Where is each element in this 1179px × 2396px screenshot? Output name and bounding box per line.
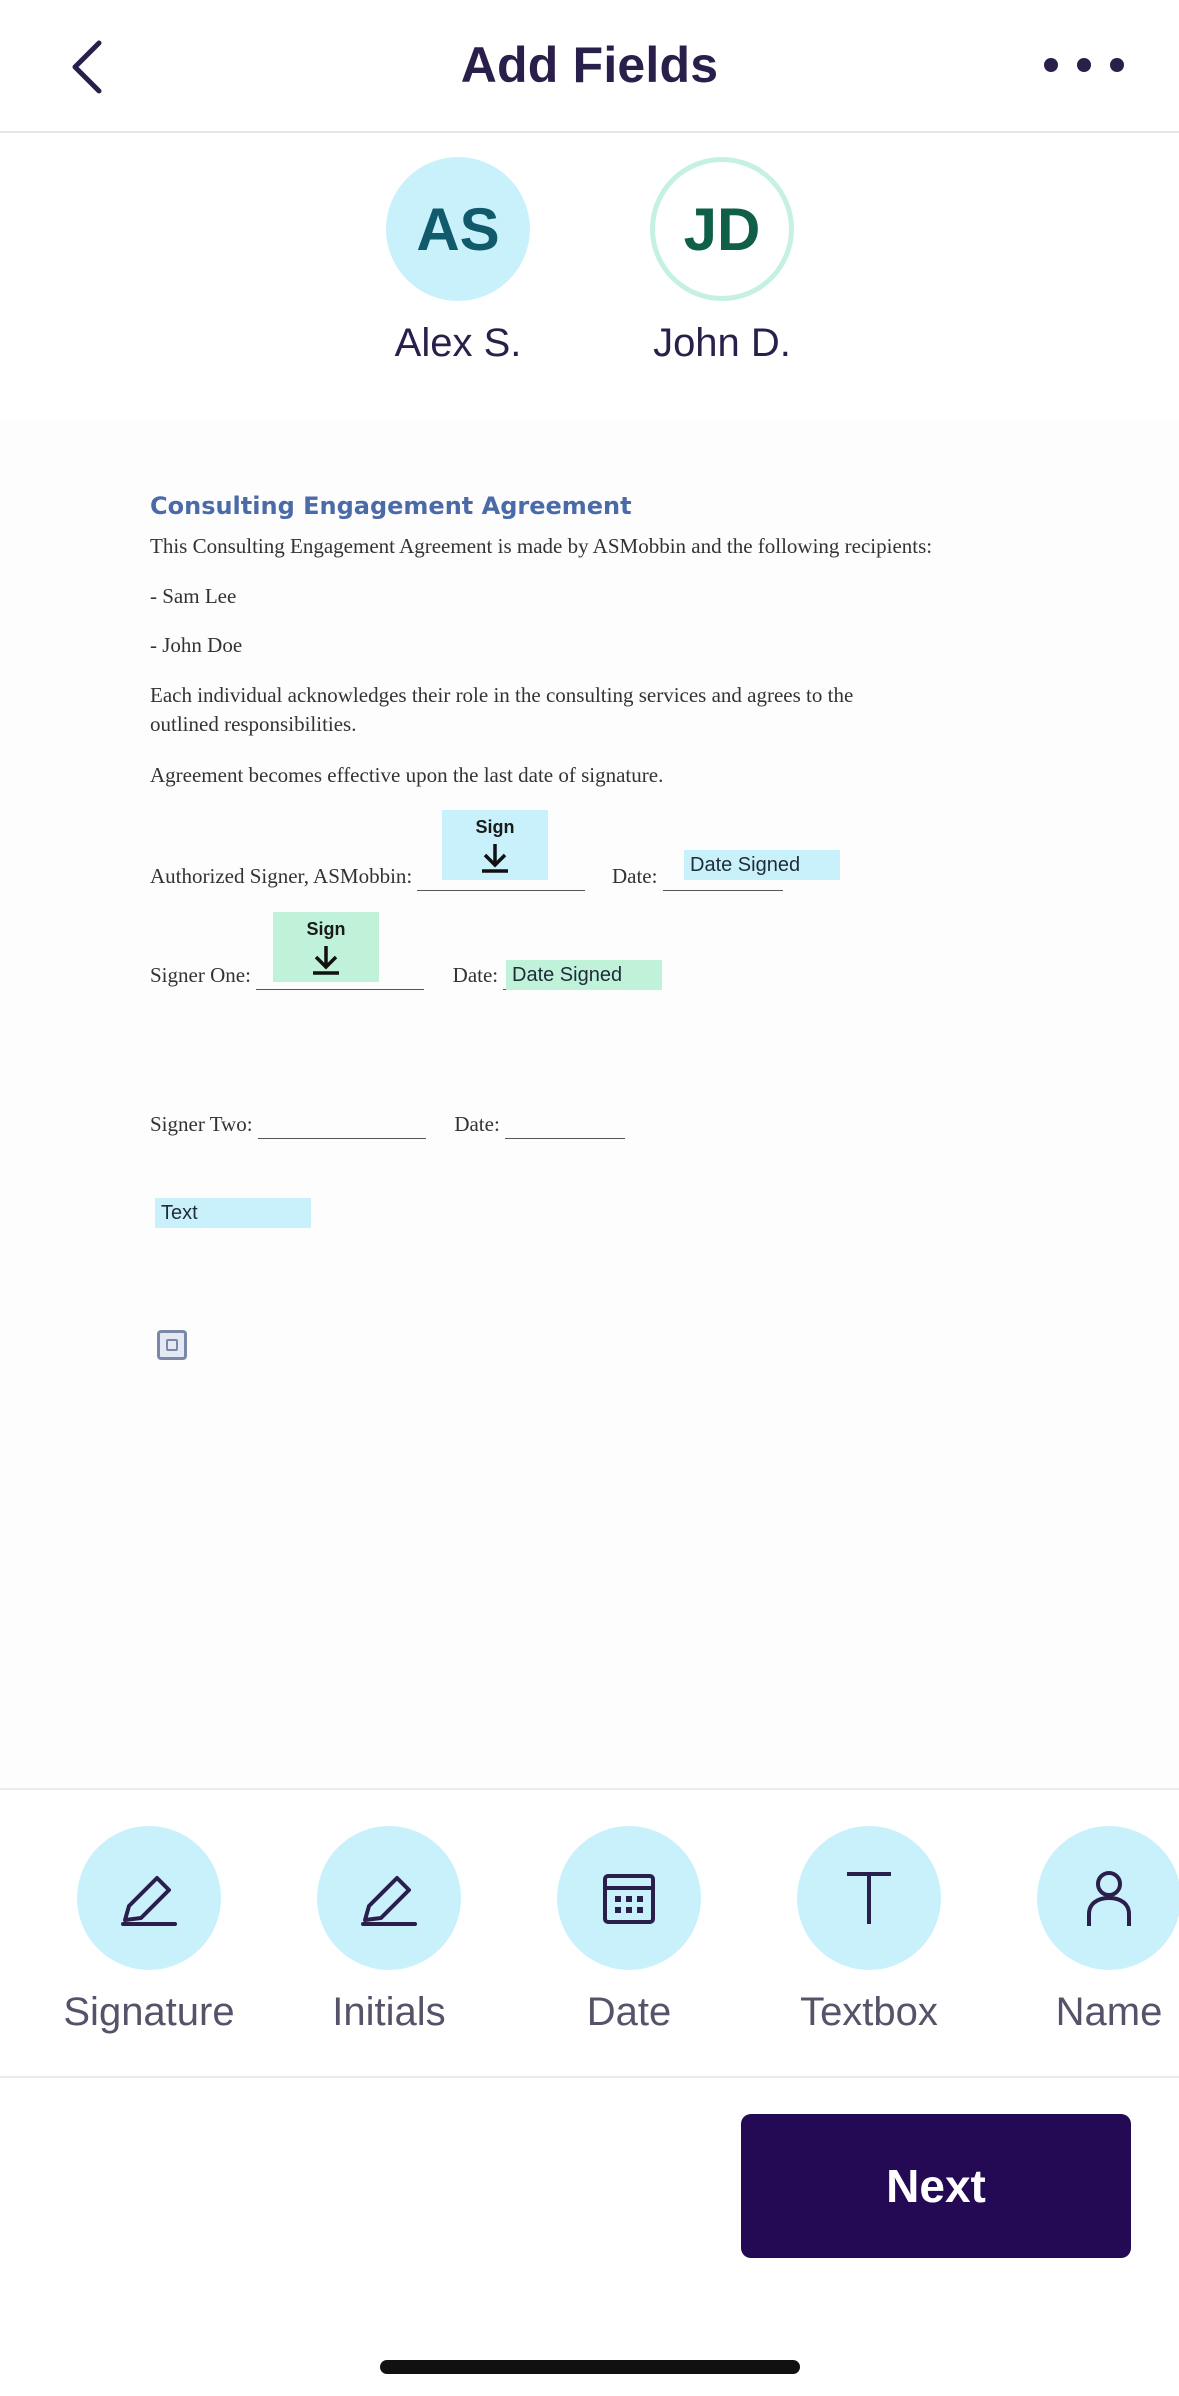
- tool-label: Textbox: [800, 1990, 938, 2034]
- tool-name[interactable]: [999, 1826, 1179, 2035]
- text-field[interactable]: Text: [155, 1198, 311, 1228]
- header: [0, 0, 1179, 133]
- date-signed-field-john[interactable]: Date Signed: [506, 960, 662, 990]
- checkbox-field[interactable]: [157, 1330, 187, 1360]
- document-intro: This Consulting Engagement Agreement is made by ASMobbin and the following recipients:: [150, 534, 933, 558]
- document-title: Consulting Engagement Agreement: [150, 492, 632, 520]
- document-recipient: - Sam Lee: [150, 584, 237, 608]
- date-signed-field-alex[interactable]: Date Signed: [684, 850, 840, 880]
- download-arrow-icon: [309, 944, 343, 976]
- recipient-alex[interactable]: [358, 157, 558, 366]
- next-button[interactable]: Next: [741, 2114, 1131, 2258]
- document-canvas[interactable]: [0, 420, 1179, 1788]
- recipient-name: John D.: [653, 321, 791, 365]
- document-paragraph: Each individual acknowledges their role in the consulting services and agrees to the: [150, 683, 854, 707]
- signer-one-label: Signer One:: [150, 963, 251, 987]
- signer-two-label: Signer Two:: [150, 1112, 253, 1136]
- tool-initials[interactable]: [279, 1826, 499, 2035]
- field-toolbar: [0, 1788, 1179, 2076]
- home-indicator: [380, 2360, 800, 2374]
- field-label: Sign: [306, 918, 346, 939]
- recipient-selector: [0, 135, 1179, 420]
- signature-field-john[interactable]: [273, 912, 379, 982]
- recipient-name: Alex S.: [394, 321, 522, 365]
- tool-date[interactable]: [519, 1826, 739, 2035]
- signature-field-alex[interactable]: [442, 810, 548, 880]
- more-options-button[interactable]: [1044, 40, 1124, 90]
- document-paragraph: outlined responsibilities.: [150, 712, 357, 736]
- checkbox-icon: [166, 1339, 178, 1351]
- avatar: JD: [650, 157, 794, 301]
- tool-textbox[interactable]: [759, 1826, 979, 2035]
- document-paragraph: Agreement becomes effective upon the last date of signature.: [150, 763, 664, 787]
- document-recipient: - John Doe: [150, 633, 243, 657]
- download-arrow-icon: [478, 842, 512, 874]
- text-icon: [837, 1866, 901, 1930]
- recipient-john[interactable]: [622, 157, 822, 366]
- tool-label: Initials: [332, 1990, 446, 2034]
- date-label: Date:: [611, 864, 658, 888]
- tool-label: Signature: [63, 1990, 235, 2034]
- tool-label: Name: [1055, 1990, 1163, 2034]
- tool-signature[interactable]: [39, 1826, 259, 2035]
- avatar: AS: [386, 157, 530, 301]
- more-horizontal-icon: [1044, 58, 1058, 72]
- tool-label: Date: [586, 1990, 672, 2034]
- pen-icon: [117, 1866, 181, 1930]
- field-label: Sign: [475, 816, 515, 837]
- date-label: Date:: [452, 963, 499, 987]
- pen-icon: [357, 1866, 421, 1930]
- signer-two-line: [150, 1110, 625, 1139]
- footer: [0, 2076, 1179, 2396]
- date-label: Date:: [454, 1112, 500, 1136]
- person-icon: [1077, 1866, 1141, 1930]
- authorized-signer-label: Authorized Signer, ASMobbin:: [150, 864, 413, 888]
- calendar-icon: [597, 1866, 661, 1930]
- page-title: Add Fields: [460, 37, 719, 93]
